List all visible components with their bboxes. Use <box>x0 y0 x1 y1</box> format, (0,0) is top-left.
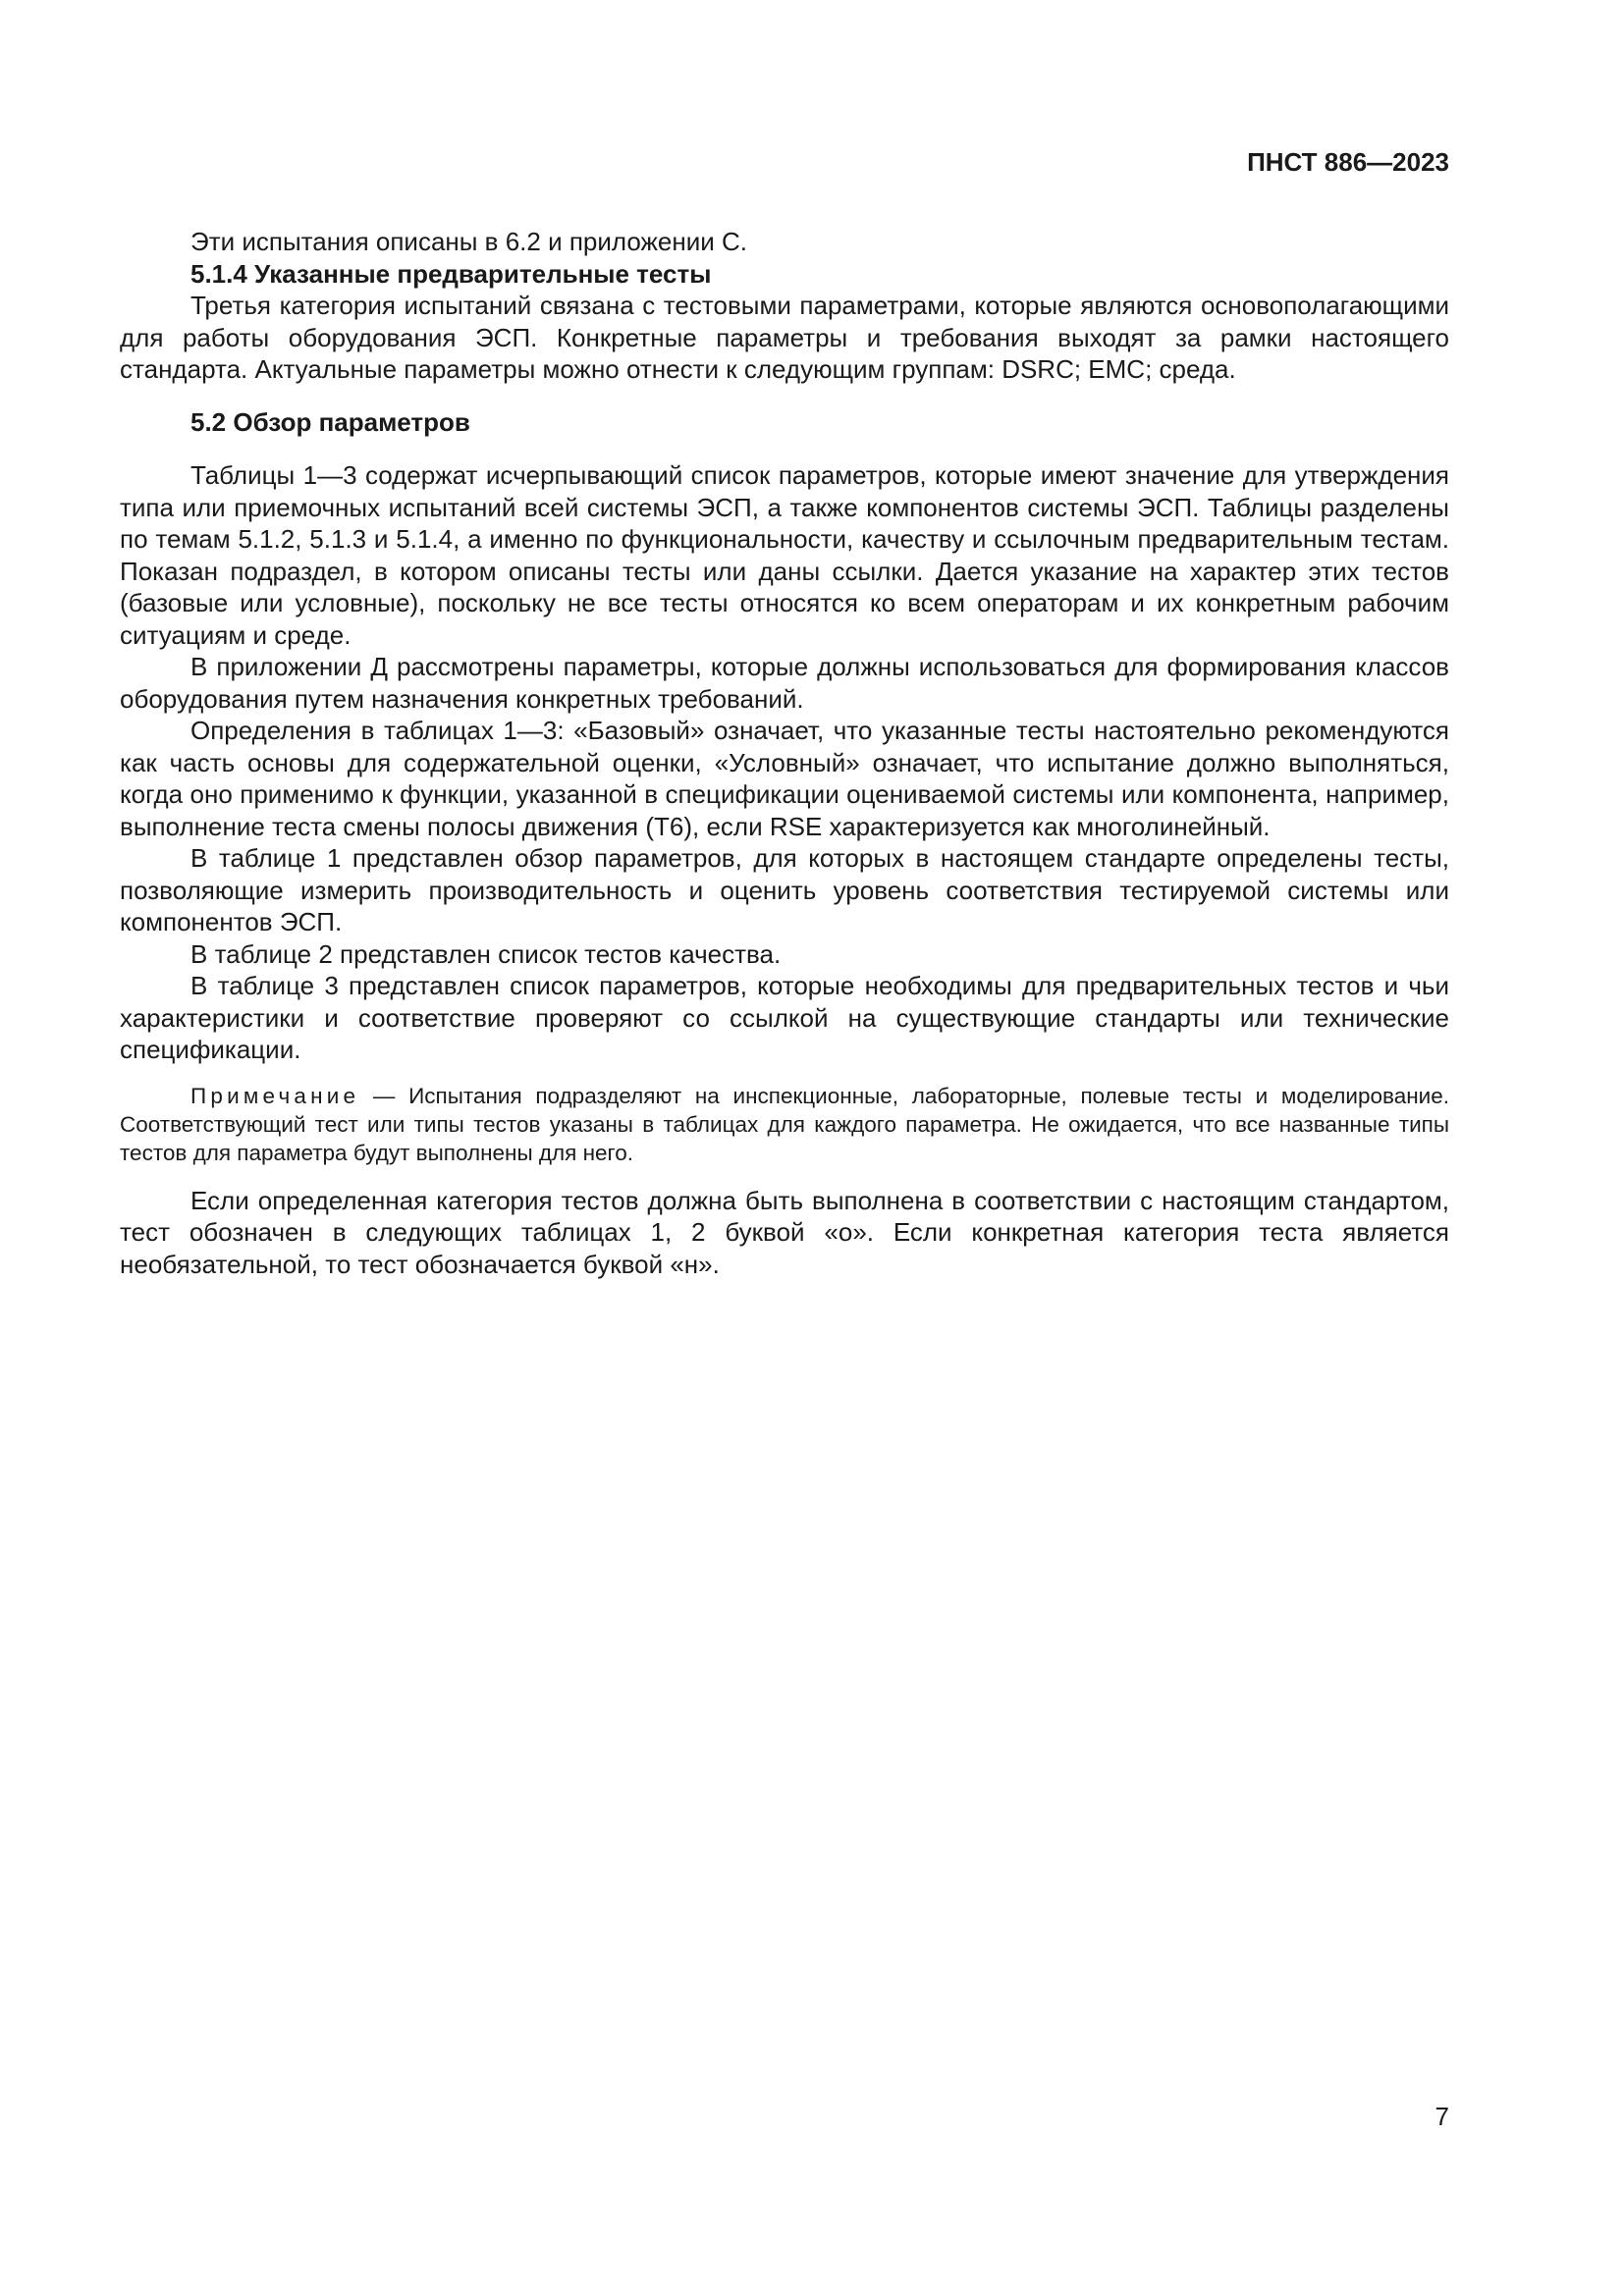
paragraph: Если определенная категория тестов должна быть выполнена в соответствии с настоящим стандартом, тест обозначен в следующих таблицах 1, 2 буквой «о». Если конкретная категория теста является необязательной, то тест обозначается буквой «н». <box>120 1185 1449 1279</box>
paragraph: Третья категория испытаний связана с тестовыми параметрами, которые являются основополагающими для работы оборудования ЭСП. Конкретные параметры и требования выходят за рамки настоящего стандарта. Актуальные параметры можно отнести к следующим группам: DSRC; EMC; среда. <box>120 291 1449 384</box>
note-text: — Испытания подразделяют на инспекционные, лабораторные, полевые тесты и моделирование. Соответствующий тест или типы тестов указаны в таблицах для каждого параметра. Не ожидается, что все названные типы тестов для параметра будут выполнены для него. <box>120 1083 1449 1165</box>
note-label: Примечание <box>190 1083 360 1108</box>
paragraph: В приложении Д рассмотрены параметры, которые должны использоваться для формирования классов оборудования путем назначения конкретных требований. <box>120 652 1449 714</box>
note <box>120 1082 1449 1167</box>
document-id: ПНСТ 886—2023 <box>1247 147 1449 177</box>
section-heading-5-1-4: 5.1.4 Указанные предварительные тесты <box>190 258 712 289</box>
paragraph: В таблице 2 представлен список тестов качества. <box>190 938 782 969</box>
paragraph: Определения в таблицах 1—3: «Базовый» означает, что указанные тесты настоятельно рекомендуются как часть основы для содержательной оценки, «Условный» означает, что испытание должно выполняться, когда оно применимо к функции, указанной в спецификации оцениваемой системы или компонента, например, выполнение теста смены полосы движения (Т6), если RSE характеризуется как многолинейный. <box>120 716 1449 841</box>
paragraph: В таблице 3 представлен список параметров, которые необходимы для предварительных тестов и чьи характеристики и соответствие проверяют со ссылкой на существующие стандарты или технические спецификации. <box>120 971 1449 1064</box>
paragraph: В таблице 1 представлен обзор параметров, для которых в настоящем стандарте определены тесты, позволяющие измерить производительность и оценить уровень соответствия тестируемой системы или компонентов ЭСП. <box>120 843 1449 936</box>
page-number: 7 <box>1435 2102 1449 2131</box>
paragraph: Эти испытания описаны в 6.2 и приложении С. <box>190 227 748 256</box>
document-body <box>120 226 1449 1280</box>
section-heading-5-2: 5.2 Обзор параметров <box>190 406 470 437</box>
paragraph: Таблицы 1—3 содержат исчерпывающий список параметров, которые имеют значение для утверждения типа или приемочных испытаний всей системы ЭСП, а также компонентов системы ЭСП. Таблицы разделены по темам 5.1.2, 5.1.3 и 5.1.4, а именно по функциональности, качеству и ссылочным предварительным тестам. Показан подраздел, в котором описаны тесты или даны ссылки. Дается указание на характер этих тестов (базовые или условные), поскольку не все тесты относятся ко всем операторам и их конкретным рабочим ситуациям и среде. <box>120 460 1449 650</box>
